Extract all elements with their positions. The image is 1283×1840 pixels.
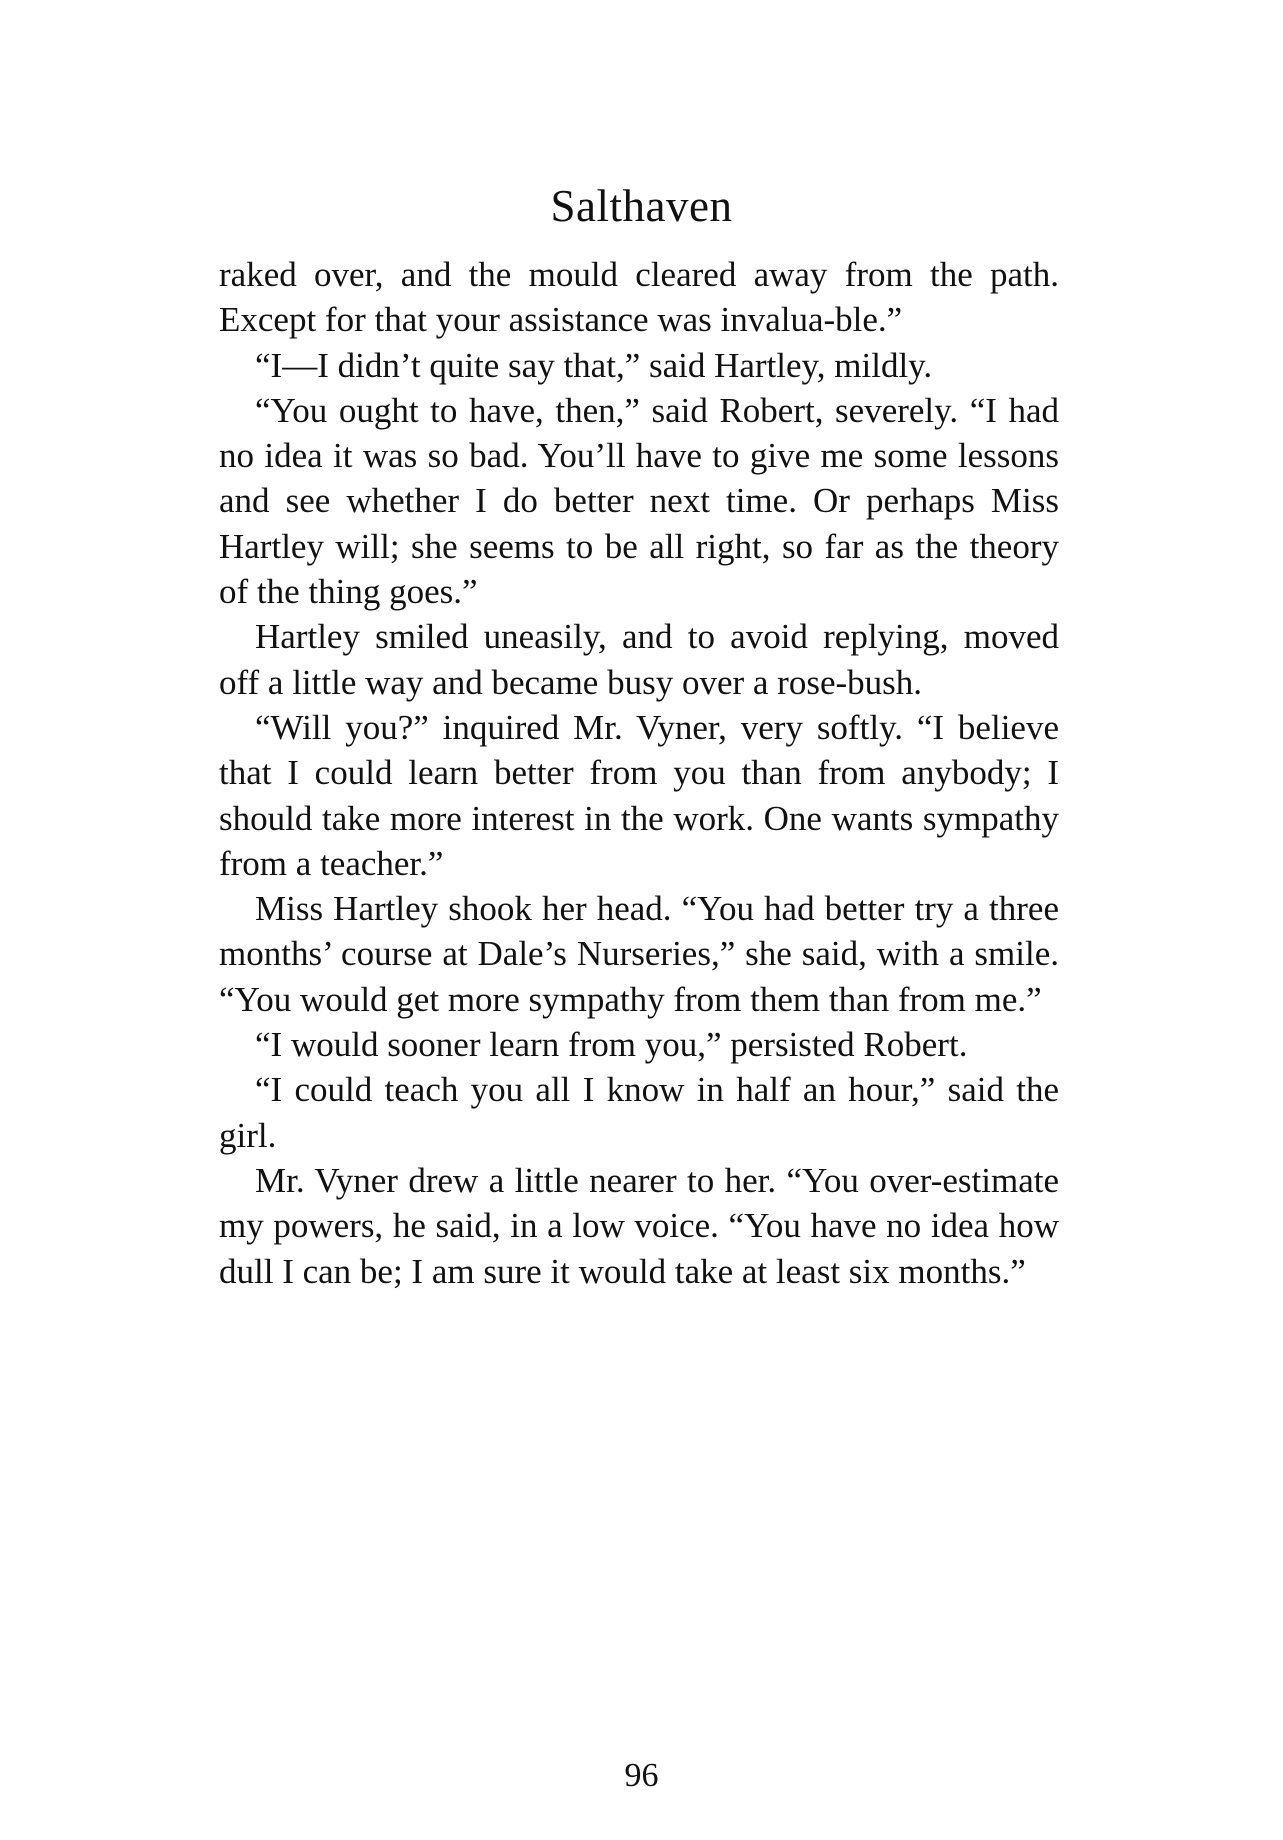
page-number: 96 bbox=[624, 1757, 659, 1794]
paragraph-1: raked over, and the mould cleared away from the path. Except for that your assistance was invalua-ble.” bbox=[219, 255, 1059, 340]
paragraph-3: “You ought to have, then,” said Robert, severely. “I had no idea it was so bad. You’ll have to give me some lessons and see whether I do better next time. Or perhaps Miss Hartley will; she seems to be all right, so far as the theory of the thing goes.” bbox=[219, 390, 1059, 612]
paragraph-7: “I would sooner learn from you,” persisted Robert. bbox=[255, 1025, 968, 1065]
paragraph-4: Hartley smiled uneasily, and to avoid replying, moved off a little way and became busy over a rose-bush. bbox=[219, 617, 1059, 702]
paragraph-9: Mr. Vyner drew a little nearer to her. “You over-estimate my powers, he said, in a low voice. “You have no idea how dull I can be; I am sure it would take at least six months.” bbox=[219, 1160, 1059, 1291]
body-text bbox=[219, 252, 1059, 1294]
paragraph-6: Miss Hartley shook her head. “You had better try a three months’ course at Dale’s Nurseries,” she said, with a smile. “You would get more sympathy from them than from me.” bbox=[219, 889, 1059, 1019]
running-head: Salthaven bbox=[550, 181, 733, 231]
paragraph-8: “I could teach you all I know in half an hour,” said the girl. bbox=[219, 1070, 1059, 1155]
paragraph-2: “I—I didn’t quite say that,” said Hartley, mildly. bbox=[255, 345, 933, 385]
paragraph-5: “Will you?” inquired Mr. Vyner, very softly. “I believe that I could learn better from you than from anybody; I should take more interest in the work. One wants sympathy from a teacher.” bbox=[219, 707, 1059, 883]
